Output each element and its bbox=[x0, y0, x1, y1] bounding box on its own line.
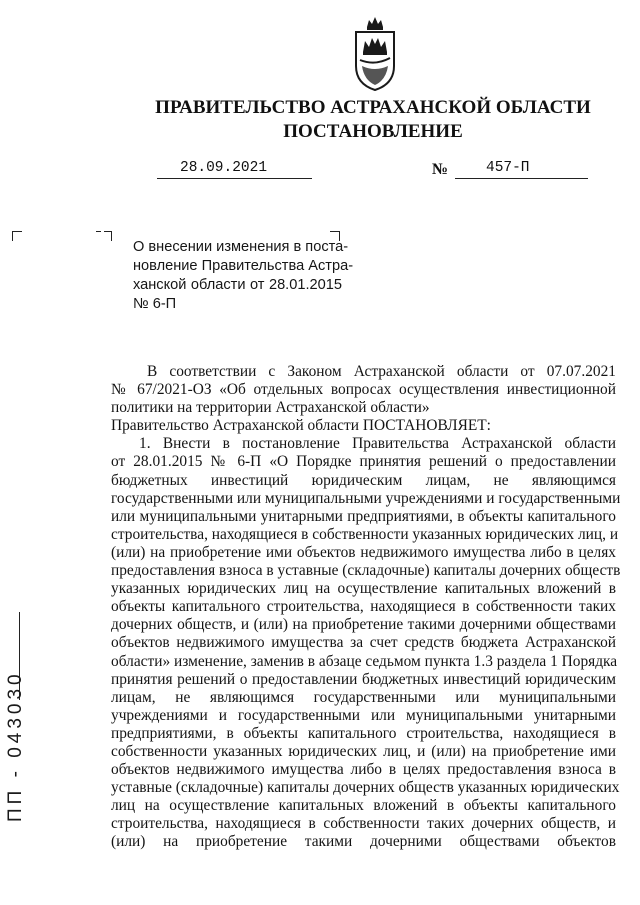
body-line: лиц на осуществление капитальных вложений в объекты капитального bbox=[111, 797, 616, 815]
coat-of-arms-emblem bbox=[352, 14, 398, 92]
organization-heading: ПРАВИТЕЛЬСТВО АСТРАХАНСКОЙ ОБЛАСТИ bbox=[155, 97, 591, 118]
body-line: В соответствии с Законом Астраханской области от 07.07.2021 bbox=[147, 363, 616, 380]
body-line: уставные (складочные) капиталы дочерних обществ указанных юридических bbox=[111, 779, 620, 797]
document-type-heading: ПОСТАНОВЛЕНИЕ bbox=[283, 121, 463, 142]
body-line: (или) на приобретение такими дочерними обществами объектов bbox=[111, 833, 616, 851]
body-line: принятия решений о предоставлении бюджетных инвестиций юридическим bbox=[111, 670, 616, 688]
body-line: 1. Внести в постановление Правительства Астраханской области bbox=[139, 435, 616, 453]
corner-mark-left bbox=[12, 231, 22, 241]
number-underline bbox=[455, 178, 588, 179]
document-date: 28.09.2021 bbox=[180, 160, 268, 176]
subject-line: О внесении изменения в поста- bbox=[133, 239, 349, 255]
body-line: объектов недвижимого имущества за счет средств бюджета Астраханской bbox=[111, 634, 616, 652]
body-line: государственными или муниципальными учреждениями и государственными bbox=[111, 489, 621, 507]
corner-mark-middle-tick bbox=[96, 231, 101, 238]
body-line: от 28.01.2015 № 6-П «О Порядке принятия решений о предоставлении bbox=[111, 453, 616, 471]
body-line: собственности указанных юридических лиц, и (или) на приобретение ими bbox=[111, 742, 616, 760]
body-line: объекты капитального строительства, находящиеся в собственности таких bbox=[111, 598, 616, 616]
subject-line: ханской области от 28.01.2015 bbox=[133, 277, 342, 293]
document-subject bbox=[133, 238, 354, 314]
subject-line: № 6-П bbox=[133, 296, 177, 312]
body-line: (или) на приобретение ими объектов недвижимого имущества либо в целях bbox=[111, 543, 616, 561]
body-line: объектов недвижимого имущества либо в целях предоставления взноса в bbox=[111, 761, 616, 779]
body-line: строительства, находящиеся в собственности указанных юридических лиц, и bbox=[111, 525, 619, 543]
subject-line: новление Правительства Астра- bbox=[133, 258, 354, 274]
form-serial-number: ПП - 043030 bbox=[5, 670, 26, 822]
document-body bbox=[111, 363, 621, 852]
body-line: Правительство Астраханской области ПОСТАНОВЛЯЕТ: bbox=[111, 417, 491, 435]
body-line: № 67/2021-ОЗ «Об отдельных вопросах осуществления инвестиционной bbox=[111, 381, 616, 399]
date-underline bbox=[157, 178, 312, 179]
body-line: указанных юридических лиц на осуществление капитальных вложений в bbox=[111, 580, 616, 598]
body-line: области» изменение, заменив в абзаце седьмом пункта 1.3 раздела 1 Порядка bbox=[111, 652, 618, 670]
document-number: 457-П bbox=[486, 160, 530, 176]
body-line: учреждениями и государственными или муниципальными унитарными bbox=[111, 706, 616, 724]
body-line: строительства, находящиеся в собственности таких дочерних обществ, и bbox=[111, 815, 616, 833]
body-line: лицам, не являющимся государственными или муниципальными bbox=[111, 688, 616, 706]
number-sign: № bbox=[432, 161, 449, 178]
body-line: бюджетных инвестиций юридическим лицам, не являющимся bbox=[111, 471, 616, 489]
body-line: дочерних обществ, и (или) на приобретение такими дочерними обществами bbox=[111, 616, 616, 634]
body-line: предоставления взноса в уставные (складочные) капиталы дочерних обществ bbox=[111, 562, 621, 580]
body-line: предприятиями, в объекты капитального строительства, находящиеся в bbox=[111, 724, 616, 742]
corner-mark-middle bbox=[104, 231, 112, 241]
body-line: политики на территории Астраханской области» bbox=[111, 399, 430, 417]
body-line: или муниципальными унитарными предприятиями, в объекты капитального bbox=[111, 507, 616, 525]
